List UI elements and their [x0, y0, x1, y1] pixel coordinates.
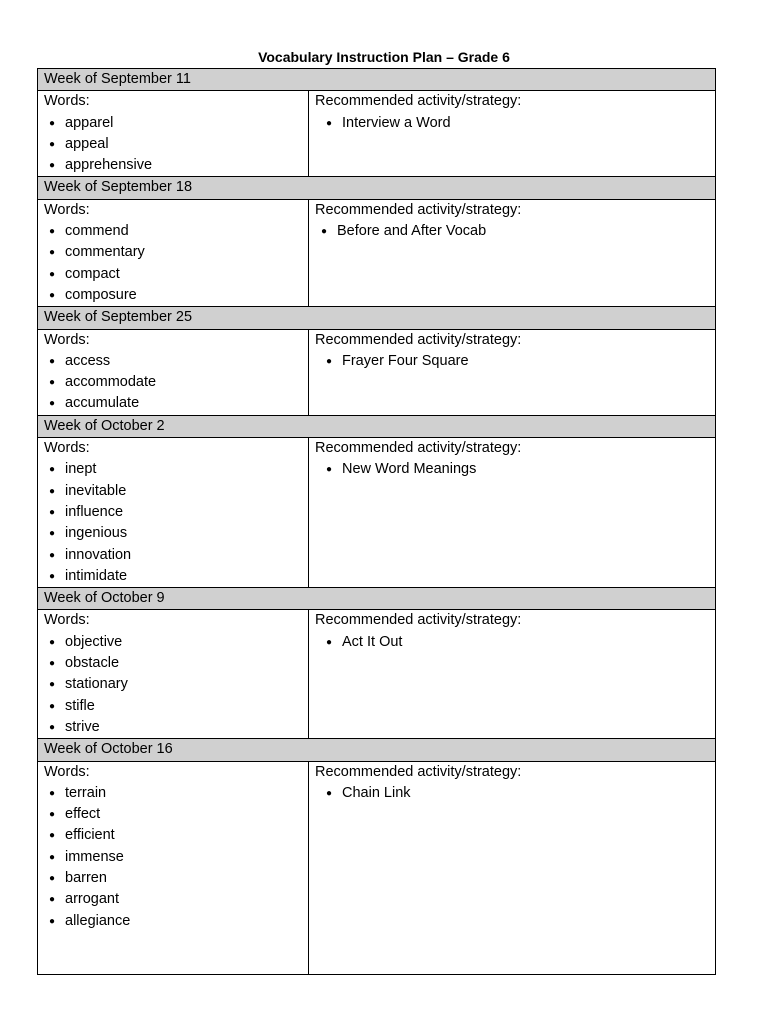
word-item: ● appeal: [44, 134, 308, 155]
activity-item: ● Chain Link: [315, 783, 715, 804]
activity-cell: [309, 329, 716, 415]
word-item: ● efficient: [44, 825, 308, 846]
activity-label: Recommended activity/strategy:: [315, 612, 522, 629]
words-label: Words:: [44, 93, 90, 110]
week-header: Week of September 25: [38, 307, 716, 329]
word-list: [44, 632, 308, 738]
activity-label: Recommended activity/strategy:: [315, 331, 522, 348]
word-item: ● inept: [44, 459, 308, 480]
word-item: ● apparel: [44, 113, 308, 134]
word-item: ● innovation: [44, 545, 308, 566]
word-item: ● apprehensive: [44, 155, 308, 176]
word-item: ● accommodate: [44, 372, 308, 393]
activity-list: [315, 459, 715, 480]
word-item: ● commend: [44, 221, 308, 242]
word-item: ● stationary: [44, 674, 308, 695]
word-item: ● commentary: [44, 242, 308, 263]
word-item: ● composure: [44, 285, 308, 306]
word-item: ● influence: [44, 502, 308, 523]
activity-cell: [309, 438, 716, 588]
week-content-row: [38, 438, 716, 588]
activity-item: ● Act It Out: [315, 632, 715, 653]
week-header-row: [38, 307, 716, 329]
activity-list: [315, 221, 715, 242]
vocabulary-plan-table: [37, 68, 716, 975]
words-label: Words:: [44, 763, 90, 780]
activity-list: [315, 783, 715, 804]
week-header-row: [38, 69, 716, 91]
activity-list: [315, 351, 715, 372]
word-list: [44, 221, 308, 306]
activity-list: [315, 632, 715, 653]
activity-item: ● Frayer Four Square: [315, 351, 715, 372]
week-header-row: [38, 739, 716, 761]
word-list: [44, 459, 308, 587]
week-header: Week of October 9: [38, 588, 716, 610]
week-header-row: [38, 588, 716, 610]
words-cell: [38, 610, 309, 739]
word-item: ● intimidate: [44, 566, 308, 587]
words-label: Words:: [44, 331, 90, 348]
word-item: ● objective: [44, 632, 308, 653]
words-cell: [38, 438, 309, 588]
activity-list: [315, 113, 715, 134]
activity-label: Recommended activity/strategy:: [315, 201, 522, 218]
word-list: [44, 113, 308, 177]
words-cell: [38, 761, 309, 974]
week-header-row: [38, 415, 716, 437]
words-cell: [38, 91, 309, 177]
week-header-row: [38, 177, 716, 199]
activity-label: Recommended activity/strategy:: [315, 93, 522, 110]
activity-cell: [309, 199, 716, 306]
word-item: ● strive: [44, 717, 308, 738]
week-header: Week of October 2: [38, 415, 716, 437]
activity-item: ● Before and After Vocab: [315, 221, 715, 242]
word-list: [44, 783, 308, 932]
words-cell: [38, 329, 309, 415]
word-item: ● stifle: [44, 696, 308, 717]
words-label: Words:: [44, 612, 90, 629]
word-item: ● allegiance: [44, 911, 308, 932]
week-header: Week of September 11: [38, 69, 716, 91]
activity-item: ● New Word Meanings: [315, 459, 715, 480]
word-item: ● arrogant: [44, 889, 308, 910]
activity-item: ● Interview a Word: [315, 113, 715, 134]
words-cell: [38, 199, 309, 306]
word-item: ● access: [44, 351, 308, 372]
word-item: ● accumulate: [44, 393, 308, 414]
activity-label: Recommended activity/strategy:: [315, 440, 522, 457]
word-item: ● barren: [44, 868, 308, 889]
activity-label: Recommended activity/strategy:: [315, 763, 522, 780]
activity-cell: [309, 91, 716, 177]
week-content-row: [38, 329, 716, 415]
words-label: Words:: [44, 201, 90, 218]
week-content-row: [38, 91, 716, 177]
word-item: ● immense: [44, 847, 308, 868]
word-item: ● ingenious: [44, 523, 308, 544]
week-content-row: [38, 761, 716, 974]
activity-cell: [309, 610, 716, 739]
week-header: Week of October 16: [38, 739, 716, 761]
word-item: ● terrain: [44, 783, 308, 804]
words-label: Words:: [44, 440, 90, 457]
activity-cell: [309, 761, 716, 974]
word-item: ● obstacle: [44, 653, 308, 674]
word-item: ● compact: [44, 264, 308, 285]
week-content-row: [38, 199, 716, 306]
word-item: ● inevitable: [44, 481, 308, 502]
week-content-row: [38, 610, 716, 739]
document-title: Vocabulary Instruction Plan – Grade 6: [258, 49, 510, 65]
word-list: [44, 351, 308, 415]
word-item: ● effect: [44, 804, 308, 825]
week-header: Week of September 18: [38, 177, 716, 199]
